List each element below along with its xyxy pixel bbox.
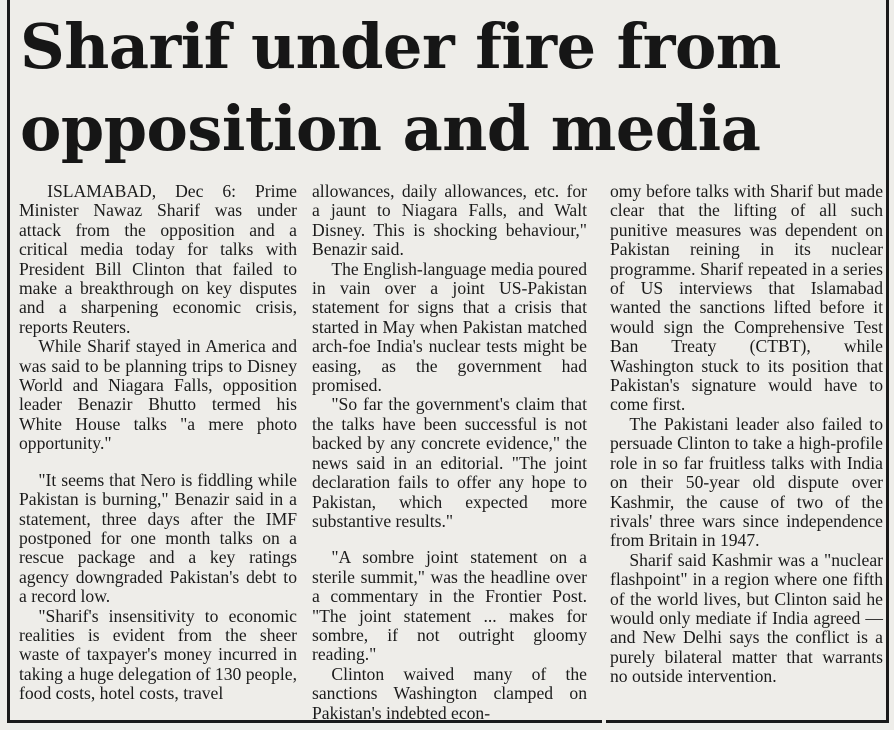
paragraph: The Pakistani leader also failed to persuade Clinton to take a high-profile role in so far fruitless talks with India on their 50-year old dispute over Kashmir, the cause of two of the rivals' three wars since independence from Britain in 1947. <box>610 413 883 551</box>
right-border-rule <box>886 0 889 722</box>
headline-line-2: opposition and media <box>20 92 761 165</box>
paragraph: omy before talks with Sharif but made clear that the lifting of all such punitive measures was dependent on Pakistan reining in its nuclear programme. Sharif repeated in a series of US interviews that Islamabad wanted the sanctions lifted before it would sign the Comprehensive Test Ban Treaty (CTBT), while Washington stuck to its position that Pakistan's signature would have to come first. <box>610 181 883 415</box>
headline <box>20 6 880 170</box>
paragraph: "A sombre joint statement on a sterile summit," was the headline over a commentary in the Frontier Post. "The joint statement ... makes for sombre, if not outright gloomy reading." <box>312 547 587 665</box>
article-column-1 <box>19 182 297 704</box>
paragraph: "So far the government's claim that the talks have been successful is not backed by any concrete evidence," the news said in an editorial. "The joint declaration fails to offer any hope to Pakistan, which expected more substantive results." <box>312 394 587 531</box>
article-column-3 <box>610 182 883 687</box>
paragraph: Clinton waived many of the sanctions Washington clamped on Pakistan's indebted econ- <box>312 663 587 723</box>
paragraph: ISLAMABAD, Dec 6: Prime Minister Nawaz Sharif was under attack from the opposition and a critical media today for talks with President Bill Clinton that failed to make a breakthrough on key disputes and a sharpening economic crisis, reports Reuters. <box>19 181 297 337</box>
paragraph: The English-language media poured in vain over a joint US-Pakistan statement for signs that a crisis that started in May when Pakistan matched arch-foe India's nuclear tests might be easing, as the government had promised. <box>312 258 587 396</box>
paragraph: "Sharif's insensitivity to economic realities is evident from the sheer waste of taxpayer's money incurred in taking a huge delegation of 130 people, food costs, hotel costs, travel <box>19 605 297 704</box>
paragraph: "It seems that Nero is fiddling while Pakistan is burning," Benazir said in a statement, three days after the IMF postponed for one month talks on a rescue package and a key ratings agency downgraded Pakistan's debt to a record low. <box>19 469 297 607</box>
paragraph: While Sharif stayed in America and was said to be planning trips to Disney World and Niagara Falls, opposition leader Benazir Bhutto termed his White House talks "a mere photo opportunity." <box>19 336 297 454</box>
bottom-border-rule-right <box>606 720 889 723</box>
paragraph: allowances, daily allowances, etc. for a jaunt to Niagara Falls, and Walt Disney. This is shocking behaviour," Benazir said. <box>312 181 587 260</box>
article-column-2 <box>312 182 587 723</box>
paragraph: Sharif said Kashmir was a "nuclear flashpoint" in a region where one fifth of the world lives, but Clinton said he would only mediate if India agreed — and New Delhi says the conflict is a purely bilateral matter that warrants no outside intervention. <box>610 549 883 687</box>
headline-line-1: Sharif under fire from <box>20 10 781 83</box>
left-border-rule <box>7 0 10 722</box>
